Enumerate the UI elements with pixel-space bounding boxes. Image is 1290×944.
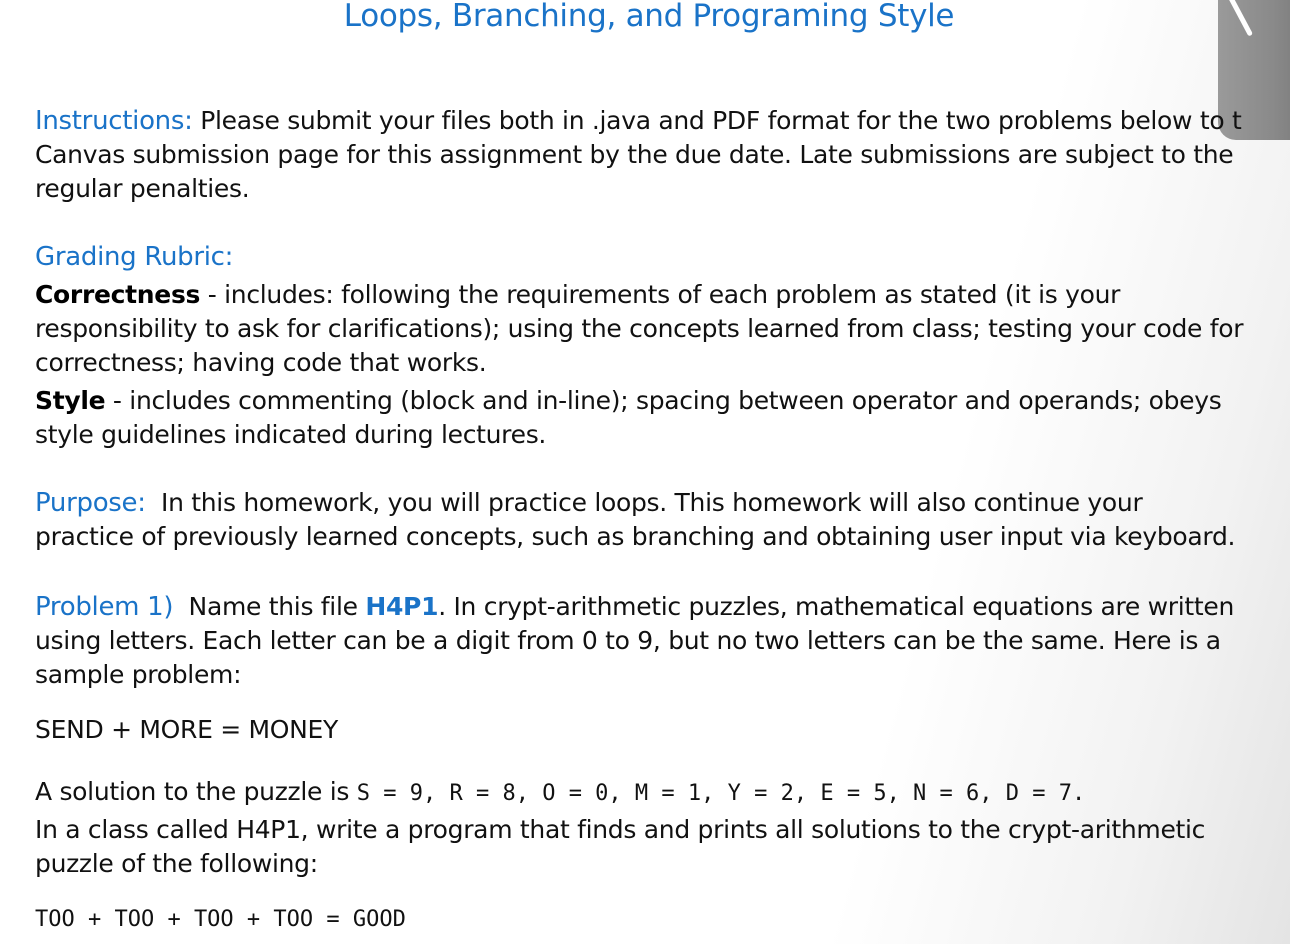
problem1-line-2: using letters. Each letter can be a digit from 0 to 9, but no two letters can be the same. Here is a [35,626,1221,655]
style-text-1: - includes commenting (block and in-line); spacing between operator and operands; obeys [105,386,1222,415]
problem1-filename: H4P1 [365,592,439,621]
page-title: Loops, Branching, and Programing Style [343,0,955,34]
correctness-text-1: - includes: following the requirements of each problem as stated (it is your [200,280,1121,309]
problem1-label: Problem 1) [35,592,174,622]
sample-equation: SEND + MORE = MONEY [35,715,339,744]
purpose-line-2: practice of previously learned concepts, such as branching and obtaining user input via keyboard. [35,522,1236,551]
style-label: Style [35,386,106,415]
correctness-line-1 [35,278,1290,312]
style-line-2: style guidelines indicated during lectures. [35,420,547,449]
style-line-1 [35,384,1290,418]
solution-line [35,775,1290,811]
class-line: In a class called H4P1, write a program that finds and prints all solutions to the crypt-arithmetic [35,815,1206,844]
instructions-text-1: Please submit your files both in .java and PDF format for the two problems below to t [200,106,1242,135]
problem1-line-3: sample problem: [35,660,242,689]
correctness-line-2: responsibility to ask for clarifications); using the concepts learned from class; testing your code for [35,314,1244,343]
correctness-label: Correctness [35,280,201,309]
problem1-line-1 [35,590,1290,624]
instructions-label: Instructions: [35,106,193,136]
problem1-text-1a: Name this file [173,592,366,621]
rubric-heading: Grading Rubric: [35,242,234,272]
purpose-text-1: In this homework, you will practice loops. This homework will also continue your [145,488,1143,517]
purpose-line-1 [35,486,1290,520]
solution-code: S = 9, R = 8, O = 0, M = 1, Y = 2, E = 5, N = 6, D = 7. [356,781,1086,806]
instructions-line-2: Canvas submission page for this assignment by the due date. Late submissions are subject to the [35,140,1234,169]
puzzle-equation: TOO + TOO + TOO + TOO = GOOD [35,907,406,932]
purpose-label: Purpose: [35,488,146,518]
puzzle-line: puzzle of the following: [35,849,318,878]
instructions-line-1 [35,104,1290,138]
correctness-line-3: correctness; having code that works. [35,348,487,377]
problem1-text-1b: . In crypt-arithmetic puzzles, mathematical equations are written [438,592,1235,621]
solution-prefix: A solution to the puzzle is [35,777,357,806]
instructions-line-3: regular penalties. [35,174,250,203]
